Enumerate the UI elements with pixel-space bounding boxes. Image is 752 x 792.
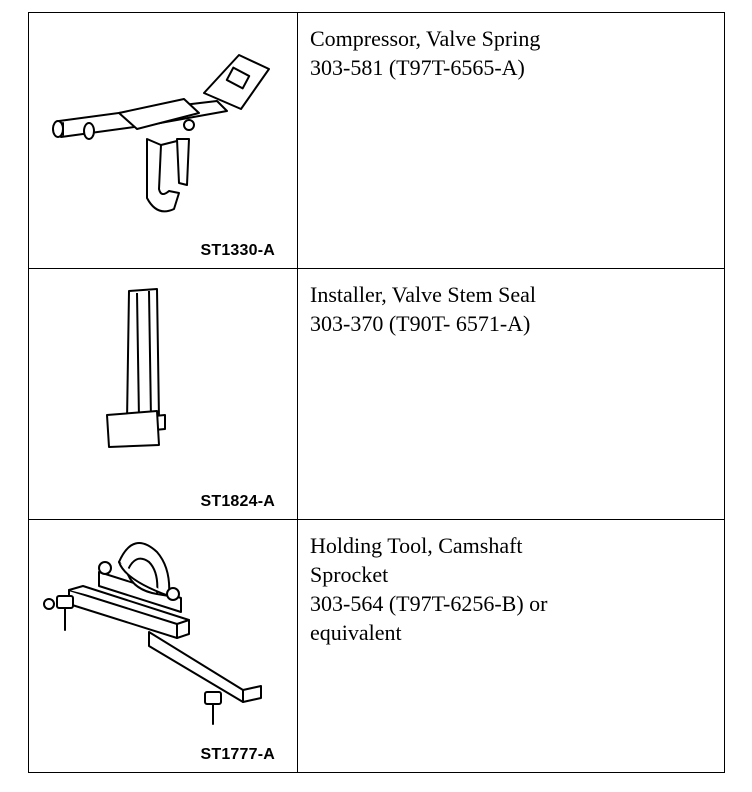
illustration-code: ST1330-A [200, 242, 275, 260]
tool-description-cell [298, 13, 725, 269]
tool-illustration-cell [29, 519, 298, 772]
tool-part-number: 303-564 (T97T-6256-B) or [310, 590, 548, 616]
tool-name: Holding Tool, Camshaft [310, 532, 523, 558]
tool-part-number: 303-370 (T90T- 6571-A) [310, 311, 531, 337]
tool-part-number: 303-581 (T97T-6565-A) [310, 55, 525, 80]
tool-illustration-cell [29, 13, 298, 269]
tool-note: equivalent [310, 619, 402, 645]
special-tools-table [28, 12, 725, 773]
tool-row [29, 269, 725, 519]
tool-name: Compressor, Valve Spring [310, 26, 541, 51]
illustration-code: ST1777-A [200, 746, 275, 763]
illustration-code: ST1824-A [200, 492, 275, 510]
tool-row [29, 13, 725, 269]
tool-name: Installer, Valve Stem Seal [310, 282, 536, 308]
valve-spring-compressor-icon [29, 13, 297, 269]
tool-description-cell [298, 269, 725, 519]
camshaft-sprocket-holding-tool-icon [29, 520, 297, 773]
tool-name-continued: Sprocket [310, 561, 389, 587]
tool-description-cell [298, 519, 725, 772]
tool-row [29, 519, 725, 772]
tool-illustration-cell [29, 269, 298, 519]
valve-stem-seal-installer-icon [29, 269, 297, 519]
